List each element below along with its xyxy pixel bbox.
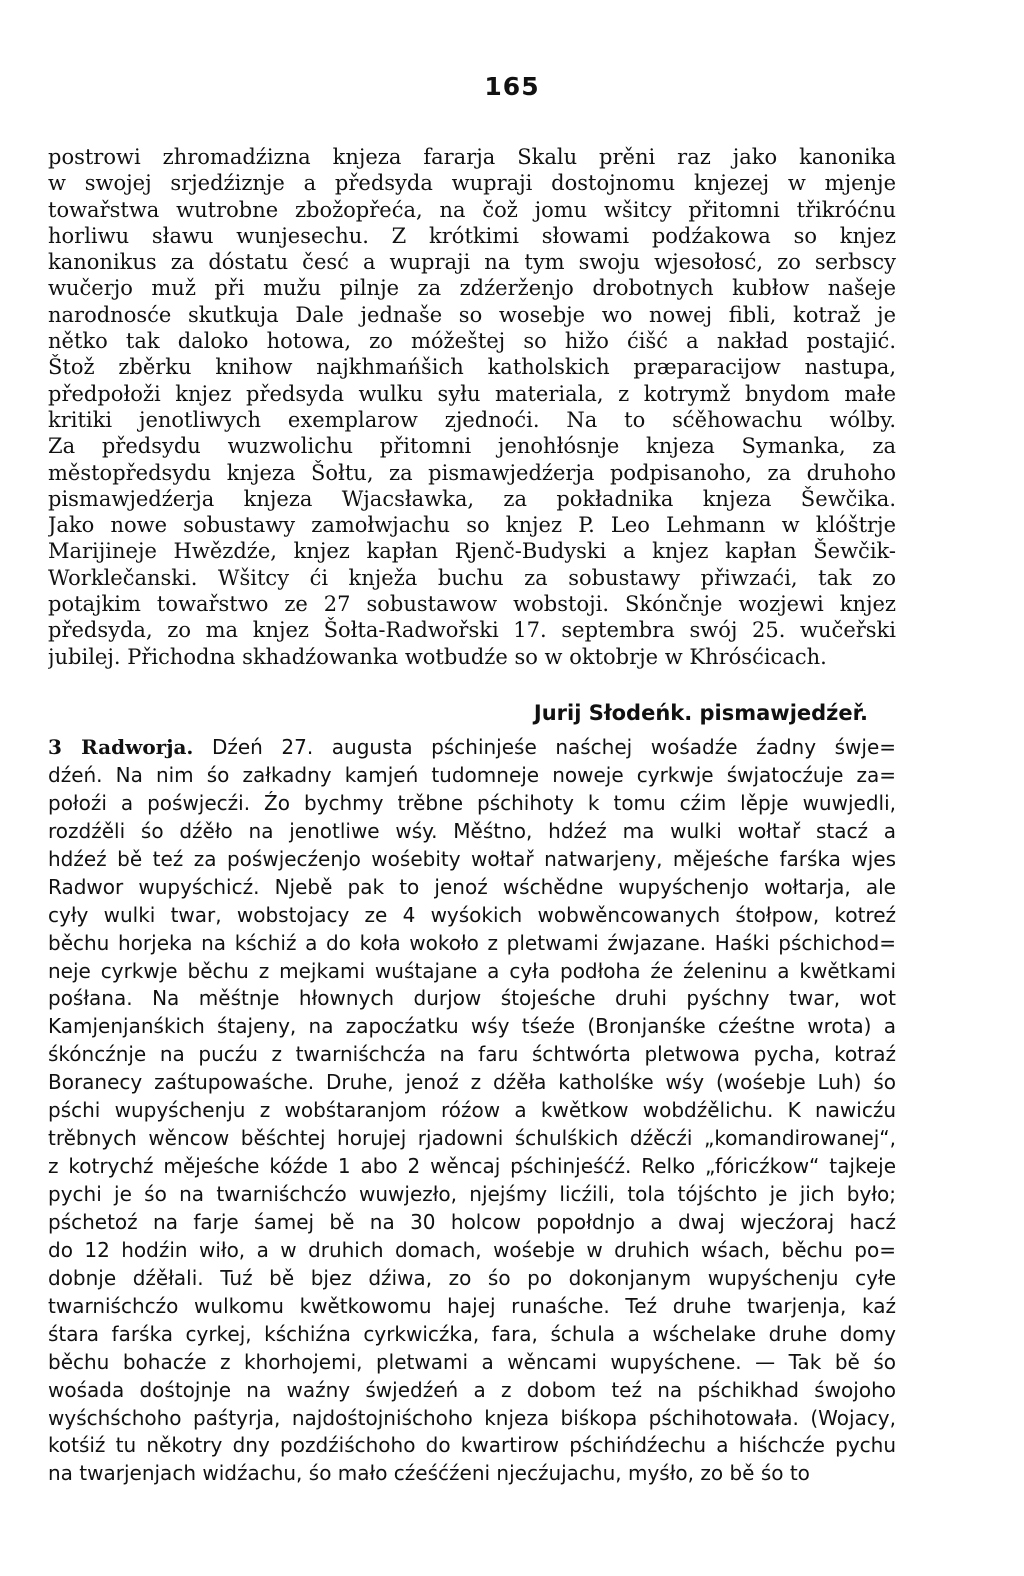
text-line: kotśiź tu někotry dny pozdźiśchoho do kwartirow pśchińdźechu a hiśchcźe pychu bbox=[48, 1433, 896, 1458]
text-line: Radwor wupyśchicź. Njebě pak to jenoź wśchědne wupyśchenjo wołtarja, ale bbox=[48, 874, 896, 899]
text-line: wučerjo muž při mužu pilnje za zdźerženjo drobotnych kubłow našeje bbox=[48, 276, 896, 301]
text-line: postrowi zhromadźizna knjeza fararja Skalu prěni raz jako kanonika bbox=[48, 145, 896, 169]
text-line: trěbnych wěncow běśchtej horujej rjadowni śchulśkich dźěcźi „komandirowanej“, bbox=[48, 1126, 896, 1151]
paragraph-radworja-fraktur bbox=[48, 734, 896, 1488]
text-line: do 12 hodźin wiło, a w druhich domach, wośebje w druhich wśach, běchu po= bbox=[48, 1237, 896, 1262]
text-line: kritiki jenotliwych exemplarow zjednoći. Na to sćěhowachu wólby. bbox=[48, 407, 896, 432]
text-line: dźeń. Na nim śo załkadny kamjeń tudomneje noweje cyrkwje śwjatocźuje za= bbox=[48, 762, 896, 787]
text-line: Za předsydu wuzwolichu přitomni jenohłósnje knjeza Symanka, za bbox=[48, 434, 896, 459]
text-line: kanonikus za dóstatu česć a wupraji na tym swoju wjesołosć, zo serbscy bbox=[48, 250, 896, 275]
text-line: śtara farśka cyrkej, kśchiźna cyrkwicźka, fara, śchula a wśchelake druhe domy bbox=[48, 1321, 896, 1346]
text-line: rozdźěli śo dźěło na jenotliwe wśy. Měśtno, hdźeź ma wulki wołtař stacź a bbox=[48, 818, 896, 843]
text-line: hdźeź bě teź za pośwjecźenjo wośebity wołtař natwarjeny, mějeśche farśka wjes bbox=[48, 846, 896, 871]
text-line: potajkim towařstwo ze 27 sobustawow wobstoji. Skónčnje wozjewi knjez bbox=[48, 592, 896, 617]
text-line: pychi je śo na twarniśchcźo wuwjezło, njejśmy licźili, tola tójśchto je jich było; bbox=[48, 1182, 896, 1206]
signature: Jurij Słodeńk. pismawjedźeř. bbox=[533, 701, 868, 725]
text-line: Boranecy zaśtupowaśche. Druhe, jenoź z dźěła katholśke wśy (wośebje Luh) śo bbox=[48, 1070, 896, 1095]
text-line: z kotrychź mějeśche kóźde 1 abo 2 wěncaj pśchinjeśćź. Relko „fóricźkow“ tajkeje bbox=[48, 1154, 896, 1179]
text-line: Worklečanski. Wšitcy ći knježa buchu za sobustawy přiwzaći, tak zo bbox=[48, 565, 896, 590]
text-line: nětko tak daloko hotowa, zo móžeštej so hižo ćišć a nakład postajić. bbox=[48, 329, 896, 354]
text-line: Kamjenjanśkich śtajeny, na zapocźatku wśy tśeźe (Bronjanśke cźeśtne wrota) a bbox=[48, 1014, 896, 1039]
text-line: pśchi wupyśchenju z wobśtaranjom róźow a kwětkow wobdźělichu. K nawicźu bbox=[48, 1098, 896, 1123]
text-line: połoźi a pośwjecźi. Źo bychmy trěbne pśchihoty k tomu cźim lěpje wuwjedli, bbox=[48, 790, 896, 815]
text-line: městopředsydu knjeza Šołtu, za pismawjedźerja podpisanoho, za druhoho bbox=[48, 460, 896, 485]
text-line: w swojej srjedźiznje a předsyda wupraji dostojnomu knjezej w mjenje bbox=[48, 171, 896, 196]
text-line: jubilej. Přichodna skhadźowanka wotbudźe so w oktobrje w Khrósćicach. bbox=[48, 644, 827, 669]
text-line: pśchetoź na farje śamej bě na 30 holcow popołdnjo a dwaj wjecźoraj hacź bbox=[48, 1209, 896, 1234]
text-line: Jako nowe sobustawy zamołwjachu so knjez P. Leo Lehmann w klóštrje bbox=[48, 513, 896, 538]
text-line: pośłana. Na měśtnje hłownych durjow śtojeśche druhi pyśchny twar, wot bbox=[48, 986, 896, 1011]
text-line: cyły wulki twar, wobstojacy ze 4 wyśokich wobwěncowanych śtołpow, kotreź bbox=[48, 902, 896, 927]
text-line: dobnje dźěłali. Tuź bě bjez dźiwa, zo śo po dokonjanym wupyśchenju cyłe bbox=[48, 1265, 896, 1290]
text-line: śkóncźnje na pucźu z twarniśchcźa na faru śchtwórta pletwowa pycha, kotraź bbox=[48, 1042, 896, 1067]
text-line: wośada dośtojnje na waźny śwjedźeń a z dobom teź na pśchikhad śwojoho bbox=[48, 1377, 896, 1402]
text-line: předsyda, zo ma knjez Šołta-Radwořski 17. septembra swój 25. wučeřski bbox=[48, 618, 896, 643]
text-line: na twarjenjach widźachu, śo mało cźeśćźeni njecźujachu, myśło, zo bě śo to bbox=[48, 1461, 810, 1486]
paragraph-sorbian-latin bbox=[48, 144, 896, 670]
text-line: pismawjedźerja knjeza Wjacsławka, za pokładnika knjeza Šewčika. bbox=[48, 486, 896, 511]
text-line bbox=[48, 734, 896, 762]
text-line: Štož zběrku knihow najkhmańšich katholskich præparacijow nastupa, bbox=[48, 355, 896, 380]
text-line: horliwu sławu wunjesechu. Z krótkimi słowami podźakowa so knjez bbox=[48, 223, 896, 248]
text-line: narodnosće skutkuja Dale jednaše so wosebje wo nowej fibli, kotraž je bbox=[48, 302, 896, 327]
text-line: towařstwa wutrobne zbožopřeća, na čož jomu wšitcy přitomni třikróćnu bbox=[48, 197, 896, 222]
text-line: běchu bohacźe z khorhojemi, pletwami a wěncami wupyśchene. — Tak bě śo bbox=[48, 1349, 896, 1374]
page-number: 165 bbox=[484, 72, 540, 101]
section-heading: 3 Radworja. bbox=[48, 735, 194, 759]
text-line: běchu horjeka na kśchiź a do koła wokoło z pletwami źwjazane. Haśki pśchichod= bbox=[48, 930, 896, 955]
text-line: předpołoži knjez předsyda wulku syłu materiala, z kotrymž bnydom małe bbox=[48, 381, 896, 406]
text-line: wyśchśchoho paśtyrja, najdośtojniśchoho knjeza biśkopa pśchihotowała. (Wojacy, bbox=[48, 1405, 896, 1430]
text-line: Marijineje Hwězdźe, knjez kapłan Rjenč-Budyski a knjez kapłan Šewčik- bbox=[48, 539, 896, 564]
text-line: neje cyrkwje běchu z mejkami wuśtajane a cyła podłoha źe źeleninu a kwětkami bbox=[48, 958, 896, 983]
text-line: twarniśchcźo wulkomu kwětkowomu hajej runaśche. Teź druhe twarjenja, kaź bbox=[48, 1293, 896, 1318]
text-line-content: Dźeń 27. augusta pśchinjeśe naśchej wośadźe źadny śwje= bbox=[211, 735, 896, 759]
